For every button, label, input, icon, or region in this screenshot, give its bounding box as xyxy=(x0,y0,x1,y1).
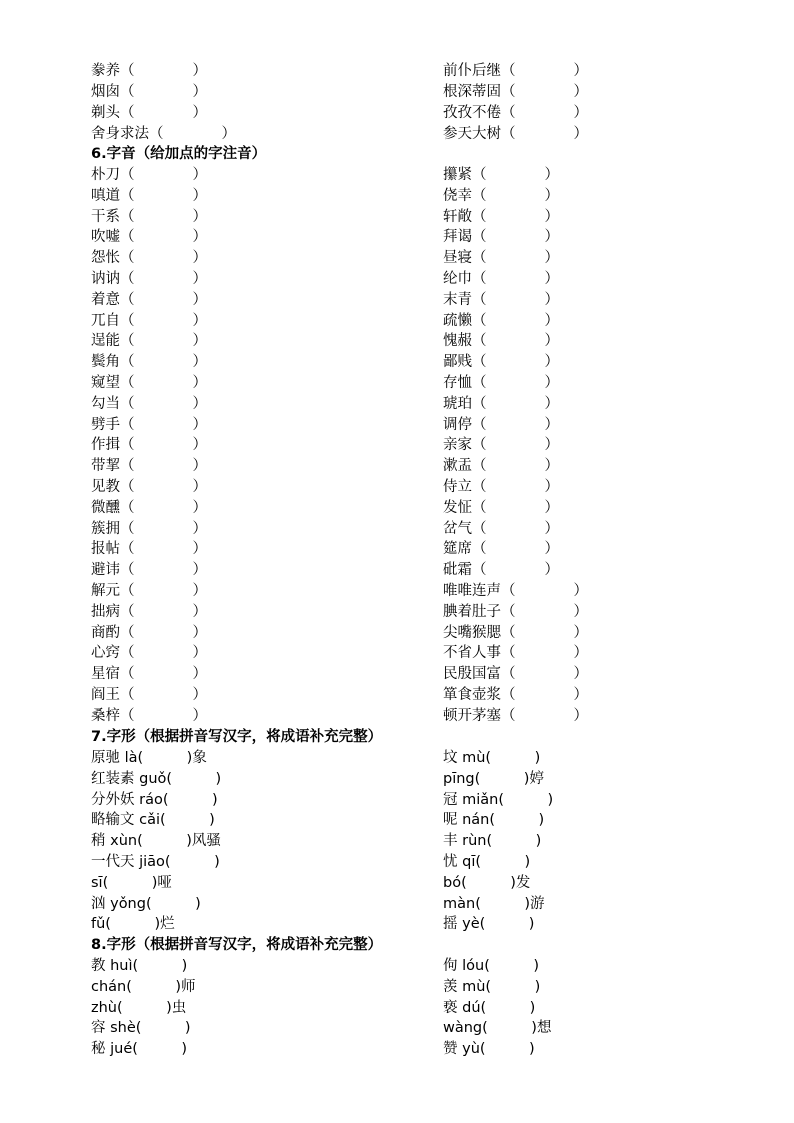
sec6-left-item-3: 干系（ ） xyxy=(91,208,207,225)
section-7-heading: 7.字形（根据拼音写汉字，将成语补充完整） xyxy=(91,729,383,745)
sec6-right-item-20: 砒霜（ ） xyxy=(443,562,559,579)
sec8-right-item-4: wàng( )想 xyxy=(443,1020,552,1037)
sec6-left-item-11: 窥望（ ） xyxy=(91,375,207,391)
sec6-right-item-4: 拜谒（ ） xyxy=(443,229,559,246)
sec6-left-item-21: 解元（ ） xyxy=(91,583,207,599)
sec7-right-item-9: 摇 yè( ) xyxy=(443,916,535,933)
sec6-left-item-18: 簇拥（ ） xyxy=(91,520,207,537)
sec8-right-item-5: 赞 yù( ) xyxy=(443,1041,535,1058)
sec6-left-item-5: 怨怅（ ） xyxy=(91,250,207,267)
section-6-heading: 6.字音（给加点的字注音） xyxy=(91,146,267,162)
sec6-right-item-9: 愧赧（ ） xyxy=(443,333,559,350)
sec7-right-item-8: màn( )游 xyxy=(443,895,545,912)
sec6-left-item-6: 讷讷（ ） xyxy=(91,271,207,287)
sec7-right-item-3: 冠 miǎn( ) xyxy=(443,791,554,808)
sec6-left-item-27: 桑梓（ ） xyxy=(91,707,207,724)
sec6-right-item-8: 疏懒（ ） xyxy=(443,312,559,329)
sec6-right-item-2: 侥幸（ ） xyxy=(443,187,559,204)
sec6-right-item-19: 筵席（ ） xyxy=(443,541,559,558)
sec6-left-item-19: 报帖（ ） xyxy=(91,541,207,558)
sec6-left-item-7: 着意（ ） xyxy=(91,291,207,308)
sec6-right-item-17: 发怔（ ） xyxy=(443,499,559,516)
sec6-left-item-9: 逞能（ ） xyxy=(91,333,207,350)
sec6-left-item-20: 避讳（ ） xyxy=(91,562,207,579)
sec6-right-item-25: 民殷国富（ ） xyxy=(443,666,588,683)
sec7-left-item-8: 汹 yǒng( ) xyxy=(91,895,201,912)
sec6-right-item-1: 攥紧（ ） xyxy=(443,167,559,183)
sec6-right-item-27: 顿开茅塞（ ） xyxy=(443,707,588,724)
sec8-left-item-4: 容 shè( ) xyxy=(91,1020,191,1037)
sec6-left-item-24: 心窍（ ） xyxy=(91,645,207,662)
sec6-right-item-22: 腆着肚子（ ） xyxy=(443,603,588,620)
sec7-right-item-6: 忧 qī( ) xyxy=(443,854,531,870)
sec8-left-item-5: 秘 jué( ) xyxy=(91,1041,188,1058)
sec6-right-item-14: 亲家（ ） xyxy=(443,437,559,454)
sec5-right-4: 参天大树（ ） xyxy=(443,126,588,142)
sec6-left-item-10: 鬓角（ ） xyxy=(91,354,207,371)
sec6-right-item-21: 唯唯连声（ ） xyxy=(443,583,588,599)
sec6-left-item-17: 微醺（ ） xyxy=(91,499,207,516)
sec6-left-item-15: 带挈（ ） xyxy=(91,458,207,475)
sec6-left-item-13: 劈手（ ） xyxy=(91,416,207,433)
sec6-right-item-13: 调停（ ） xyxy=(443,416,559,433)
sec6-right-item-16: 侍立（ ） xyxy=(443,479,559,495)
sec6-left-item-23: 商酌（ ） xyxy=(91,624,207,641)
sec7-left-item-1: 原驰 là( )象 xyxy=(91,750,207,766)
sec6-right-item-24: 不省人事（ ） xyxy=(443,645,588,662)
sec7-left-item-7: sī( )哑 xyxy=(91,874,172,891)
sec7-right-item-1: 坟 mù( ) xyxy=(443,750,541,766)
sec6-left-item-8: 兀自（ ） xyxy=(91,312,207,329)
sec7-right-item-5: 丰 rùn( ) xyxy=(443,833,542,850)
sec8-right-item-3: 亵 dú( ) xyxy=(443,999,536,1016)
sec6-left-item-22: 拙病（ ） xyxy=(91,603,207,620)
sec6-left-item-1: 朴刀（ ） xyxy=(91,167,207,183)
sec6-right-item-15: 漱盂（ ） xyxy=(443,458,559,475)
sec6-right-item-26: 箪食壶浆（ ） xyxy=(443,687,588,703)
sec6-left-item-2: 嗔道（ ） xyxy=(91,187,207,204)
sec7-left-item-6: 一代天 jiāo( ) xyxy=(91,854,220,870)
sec8-left-item-3: zhù( )虫 xyxy=(91,999,187,1016)
sec6-right-item-5: 昼寝（ ） xyxy=(443,250,559,267)
sec6-left-item-16: 见教（ ） xyxy=(91,479,207,495)
sec7-right-item-7: bó( )发 xyxy=(443,874,531,891)
sec5-left-3: 剃头（ ） xyxy=(91,105,207,121)
section-8-heading: 8.字形（根据拼音写汉字，将成语补充完整） xyxy=(91,937,383,953)
sec7-left-item-5: 稍 xùn( )风骚 xyxy=(91,833,221,850)
sec6-left-item-4: 吹嘘（ ） xyxy=(91,229,207,246)
sec7-left-item-2: 红装素 guǒ( ) xyxy=(91,770,222,787)
sec6-right-item-11: 存恤（ ） xyxy=(443,375,559,391)
sec8-right-item-2: 羡 mù( ) xyxy=(443,978,541,995)
sec7-left-item-3: 分外妖 ráo( ) xyxy=(91,791,218,808)
sec5-right-1: 前仆后继（ ） xyxy=(443,63,588,79)
sec6-right-item-6: 纶巾（ ） xyxy=(443,271,559,287)
sec5-left-2: 烟囱（ ） xyxy=(91,84,207,100)
sec8-left-item-2: chán( )师 xyxy=(91,978,196,995)
sec6-left-item-12: 勾当（ ） xyxy=(91,395,207,412)
sec6-left-item-26: 阎王（ ） xyxy=(91,687,207,703)
sec7-right-item-4: 呢 nán( ) xyxy=(443,812,545,829)
sec5-left-4: 舍身求法（ ） xyxy=(91,126,236,142)
sec5-right-3: 孜孜不倦（ ） xyxy=(443,105,588,121)
sec6-right-item-23: 尖嘴猴腮（ ） xyxy=(443,624,588,641)
sec5-left-1: 豢养（ ） xyxy=(91,63,207,79)
sec6-right-item-12: 琥珀（ ） xyxy=(443,395,559,412)
sec6-right-item-3: 轩敞（ ） xyxy=(443,208,559,225)
sec6-right-item-10: 鄙贱（ ） xyxy=(443,354,559,371)
sec5-right-2: 根深蒂固（ ） xyxy=(443,84,588,100)
sec6-left-item-25: 星宿（ ） xyxy=(91,666,207,683)
sec7-right-item-2: pīng( )婷 xyxy=(443,770,544,787)
sec8-right-item-1: 佝 lóu( ) xyxy=(443,958,540,974)
sec7-left-item-4: 略输文 cǎi( ) xyxy=(91,812,215,829)
sec8-left-item-1: 教 huì( ) xyxy=(91,958,188,974)
sec6-right-item-18: 岔气（ ） xyxy=(443,520,559,537)
sec6-right-item-7: 末青（ ） xyxy=(443,291,559,308)
sec7-left-item-9: fǔ( )烂 xyxy=(91,916,175,933)
sec6-left-item-14: 作揖（ ） xyxy=(91,437,207,454)
